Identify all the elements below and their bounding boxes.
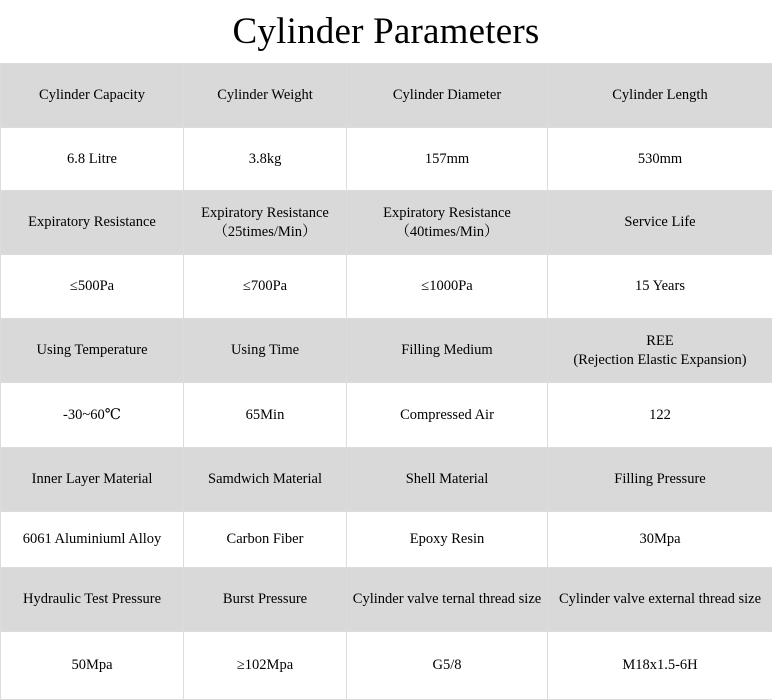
parameter-label-cell bbox=[184, 64, 347, 128]
parameter-value: 15 Years bbox=[550, 277, 770, 296]
parameter-value: M18x1.5-6H bbox=[550, 656, 770, 675]
parameter-value-row bbox=[1, 128, 772, 191]
parameter-value-cell bbox=[548, 512, 772, 568]
parameter-label-cell bbox=[548, 191, 772, 255]
parameter-value: ≤1000Pa bbox=[349, 277, 545, 296]
parameter-label-cell bbox=[548, 448, 772, 512]
parameter-value: G5/8 bbox=[349, 656, 545, 675]
parameter-value-row bbox=[1, 632, 772, 700]
parameter-label-cell bbox=[184, 568, 347, 632]
parameter-label: Using Temperature bbox=[3, 341, 181, 360]
parameter-value: Epoxy Resin bbox=[349, 530, 545, 549]
parameter-label: Burst Pressure bbox=[186, 590, 344, 609]
parameter-value-cell bbox=[347, 255, 548, 319]
parameter-value: 30Mpa bbox=[550, 530, 770, 549]
parameter-value-cell bbox=[1, 512, 184, 568]
parameters-table bbox=[0, 63, 772, 700]
parameter-value-cell bbox=[1, 632, 184, 700]
parameter-value-cell bbox=[347, 383, 548, 448]
parameters-table-body bbox=[1, 64, 772, 700]
parameter-value: 530mm bbox=[550, 150, 770, 169]
parameter-value-cell bbox=[548, 128, 772, 191]
parameter-value: Compressed Air bbox=[349, 406, 545, 425]
parameter-label-row bbox=[1, 319, 772, 383]
parameter-label-row bbox=[1, 64, 772, 128]
parameter-value-row bbox=[1, 512, 772, 568]
parameter-value-row bbox=[1, 383, 772, 448]
parameter-value: 3.8kg bbox=[186, 150, 344, 169]
parameter-label: Cylinder Capacity bbox=[3, 86, 181, 105]
parameter-label-cell bbox=[347, 448, 548, 512]
parameter-label: Cylinder Diameter bbox=[349, 86, 545, 105]
parameter-label-cell bbox=[548, 319, 772, 383]
parameter-value: 50Mpa bbox=[3, 656, 181, 675]
parameter-label: （40times/Min） bbox=[349, 223, 545, 242]
parameter-value-cell bbox=[1, 383, 184, 448]
parameter-value-cell bbox=[184, 632, 347, 700]
parameter-label-cell bbox=[1, 64, 184, 128]
parameter-label-cell bbox=[1, 448, 184, 512]
parameter-value-cell bbox=[548, 383, 772, 448]
parameter-value: 6.8 Litre bbox=[3, 150, 181, 169]
parameter-label: (Rejection Elastic Expansion) bbox=[550, 351, 770, 370]
parameter-label-cell bbox=[1, 191, 184, 255]
parameter-value-cell bbox=[184, 128, 347, 191]
parameter-label-cell bbox=[184, 448, 347, 512]
page-title: Cylinder Parameters bbox=[233, 10, 540, 53]
parameter-value: ≥102Mpa bbox=[186, 656, 344, 675]
parameter-label: Using Time bbox=[186, 341, 344, 360]
parameter-label-cell bbox=[548, 64, 772, 128]
parameter-label: Service Life bbox=[550, 213, 770, 232]
parameter-label: Filling Medium bbox=[349, 341, 545, 360]
parameter-label-row bbox=[1, 191, 772, 255]
parameter-value-cell bbox=[1, 128, 184, 191]
parameter-label-cell bbox=[1, 319, 184, 383]
parameter-label-cell bbox=[347, 191, 548, 255]
parameter-label: Samdwich Material bbox=[186, 470, 344, 489]
parameter-label: Expiratory Resistance bbox=[3, 213, 181, 232]
parameter-value: 65Min bbox=[186, 406, 344, 425]
parameter-value-cell bbox=[347, 632, 548, 700]
parameter-label: （25times/Min） bbox=[186, 223, 344, 242]
parameter-value-cell bbox=[184, 255, 347, 319]
parameter-value: 6061 Aluminiuml Alloy bbox=[3, 530, 181, 549]
parameter-value-cell bbox=[347, 512, 548, 568]
parameter-label: Hydraulic Test Pressure bbox=[3, 590, 181, 609]
parameter-value-cell bbox=[548, 255, 772, 319]
parameter-value-cell bbox=[184, 512, 347, 568]
parameter-label: Expiratory Resistance bbox=[186, 204, 344, 223]
parameter-value-row bbox=[1, 255, 772, 319]
parameter-value-cell bbox=[1, 255, 184, 319]
parameter-value-cell bbox=[347, 128, 548, 191]
parameter-label: Cylinder valve ternal thread size bbox=[349, 590, 545, 609]
parameter-label-cell bbox=[548, 568, 772, 632]
parameter-value: Carbon Fiber bbox=[186, 530, 344, 549]
parameter-label-cell bbox=[184, 191, 347, 255]
parameter-label-cell bbox=[347, 319, 548, 383]
parameter-value: 122 bbox=[550, 406, 770, 425]
parameter-label: Filling Pressure bbox=[550, 470, 770, 489]
parameter-value-cell bbox=[184, 383, 347, 448]
parameter-value: ≤700Pa bbox=[186, 277, 344, 296]
parameter-value: -30~60℃ bbox=[3, 406, 181, 425]
parameter-label-cell bbox=[184, 319, 347, 383]
parameter-label: REE bbox=[550, 332, 770, 351]
parameter-label: Inner Layer Material bbox=[3, 470, 181, 489]
parameter-label-row bbox=[1, 448, 772, 512]
title-row bbox=[0, 0, 772, 64]
parameter-value: 157mm bbox=[349, 150, 545, 169]
parameter-label-cell bbox=[347, 568, 548, 632]
parameter-label: Cylinder Length bbox=[550, 86, 770, 105]
parameter-label: Shell Material bbox=[349, 470, 545, 489]
parameter-label-cell bbox=[1, 568, 184, 632]
parameter-label-cell bbox=[347, 64, 548, 128]
parameter-value-cell bbox=[548, 632, 772, 700]
parameter-label: Expiratory Resistance bbox=[349, 204, 545, 223]
parameter-label-row bbox=[1, 568, 772, 632]
parameter-label: Cylinder Weight bbox=[186, 86, 344, 105]
parameter-label: Cylinder valve external thread size bbox=[550, 590, 770, 609]
parameter-value: ≤500Pa bbox=[3, 277, 181, 296]
